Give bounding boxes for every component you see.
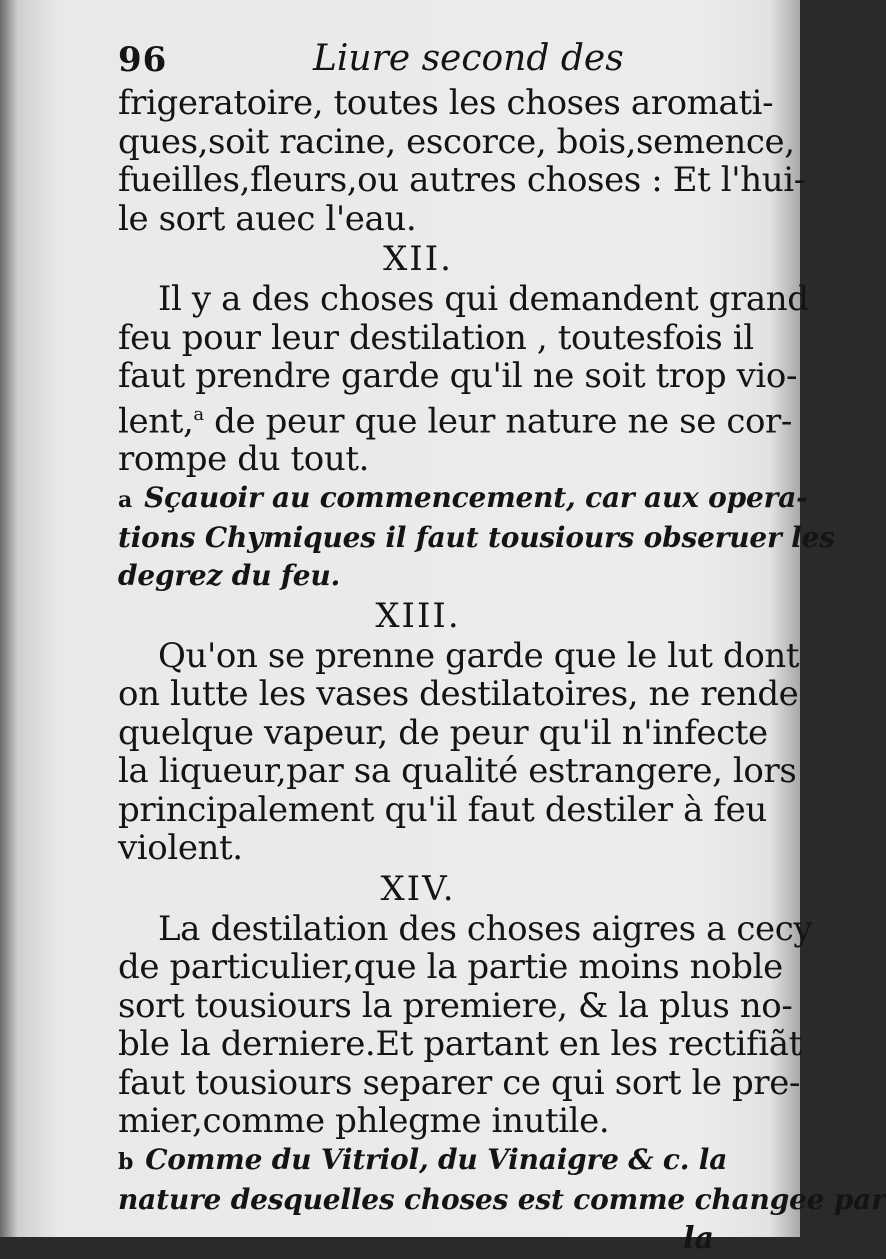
text-line: mier,comme phlegme inutile. xyxy=(118,1101,610,1142)
catchword: la xyxy=(683,1220,714,1256)
text-line: le sort auec l'eau. xyxy=(118,198,417,239)
section-xii xyxy=(118,239,835,595)
text-line: frigeratoire, toutes les choses aromati- xyxy=(118,83,774,123)
section-xiv xyxy=(118,868,886,1219)
text-line xyxy=(118,396,792,441)
footnote-a xyxy=(118,479,835,595)
text-line: faut tousiours separer ce qui sort le pre- xyxy=(118,1062,801,1103)
section-heading: XII. xyxy=(383,239,453,279)
footnote-line: degrez du feu. xyxy=(118,558,341,592)
section-heading: XIII. xyxy=(375,595,461,636)
text-line: ques,soit racine, escorce, bois,semence, xyxy=(118,121,795,162)
footnote-text: Comme du Vitriol, du Vinaigre & c. la xyxy=(145,1142,728,1176)
text-line: ble la derniere.Et partant en les rectifiãt xyxy=(118,1024,802,1065)
text-line: fueilles,fleurs,ou autres choses : Et l'hui- xyxy=(118,160,805,200)
footnote-b xyxy=(118,1141,886,1219)
text-line: faut prendre garde qu'il ne soit trop vio- xyxy=(118,356,798,396)
footnote-marker: a xyxy=(118,486,133,513)
text-line: la liqueur,par sa qualité estrangere, lors xyxy=(118,751,797,792)
footnote-text: Sçauoir au commencement, car aux opera- xyxy=(144,480,808,514)
text-block xyxy=(118,36,886,1259)
text-line: feu pour leur destilation , toutesfois il xyxy=(118,317,754,358)
text-line: sort tousiours la premiere, & la plus no- xyxy=(118,985,793,1026)
text-line: Il y a des choses qui demandent grand xyxy=(158,279,809,319)
footnote-marker: b xyxy=(118,1148,134,1175)
footnote-line xyxy=(118,479,808,519)
text-fragment: de peur que leur nature ne se cor- xyxy=(203,400,792,441)
text-line: La destilation des choses aigres a cecy xyxy=(158,908,813,949)
running-title: Liure second des xyxy=(313,38,624,79)
section-xiii xyxy=(118,595,800,869)
running-head xyxy=(118,36,718,84)
text-line: de particulier,que la partie moins noble xyxy=(118,947,783,988)
text-fragment: lent, xyxy=(118,400,194,441)
text-line: principalement qu'il faut destiler à feu xyxy=(118,789,767,830)
paragraph-1 xyxy=(118,83,805,239)
text-line: quelque vapeur, de peur qu'il n'infecte xyxy=(118,712,768,753)
text-line: violent. xyxy=(118,828,243,869)
footnote-line: nature desquelles choses est comme changee par xyxy=(118,1182,886,1216)
footnote-line xyxy=(118,1141,728,1181)
footnote-reference: a xyxy=(193,403,204,425)
text-line: rompe du tout. xyxy=(118,439,370,480)
section-heading: XIV. xyxy=(380,868,456,909)
page-number: 96 xyxy=(118,40,168,80)
footnote-line: tions Chymiques il faut tousiours obseruer les xyxy=(118,520,835,554)
text-line: Qu'on se prenne garde que le lut dont xyxy=(158,635,800,676)
text-line: on lutte les vases destilatoires, ne rende xyxy=(118,674,799,715)
